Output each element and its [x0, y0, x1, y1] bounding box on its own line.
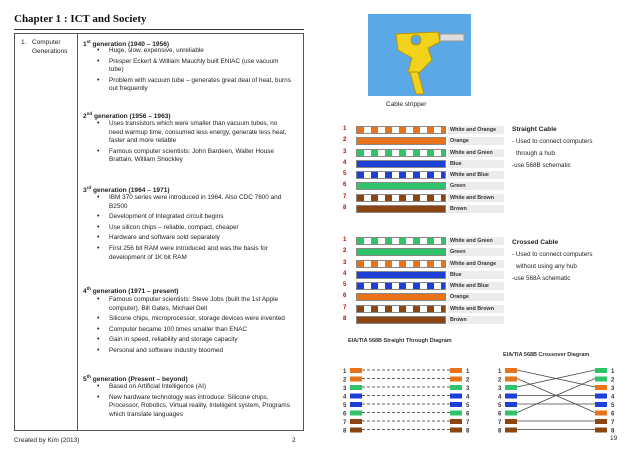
pin-number: 6	[611, 411, 615, 418]
bullet-item: • Presper Eckert & William Mauchly built ENIAC (use vacuum tube)	[93, 58, 293, 75]
generation-bullets	[93, 120, 293, 167]
plug-pin	[350, 411, 362, 416]
pin-number: 4	[498, 394, 502, 401]
bullet-item: • Famous computer scientists: John Bardeen, Walter House Brattain, William Shockley	[93, 148, 293, 165]
plug-pin	[350, 394, 362, 399]
plug-pin	[450, 385, 462, 390]
plug-pin	[505, 428, 517, 433]
page-title: Chapter 1 : ICT and Society	[14, 13, 147, 25]
pin-number: 1	[343, 126, 347, 132]
wire-color-bar	[356, 126, 446, 134]
plug-pin	[350, 385, 362, 390]
bullet-item: • IBM 370 series were introduced in 1964. Also CDC 7600 and B2500	[93, 194, 293, 211]
pin-number: 2	[343, 137, 347, 144]
bullet-item: • Personal and software industry bloomed	[93, 347, 293, 356]
pin-number: 8	[343, 205, 347, 212]
topic-cell	[15, 34, 78, 430]
generation-bullets	[93, 383, 293, 421]
pin-number: 4	[343, 394, 347, 401]
footer-page-left: 2	[292, 437, 296, 444]
pin-number: 6	[466, 411, 470, 418]
pin-number: 7	[466, 420, 470, 426]
pin-number: 1	[343, 369, 347, 375]
wire-color-bar	[356, 194, 446, 202]
bullet-item: • Gain in speed, reliability and storage capacity	[93, 336, 293, 345]
wire-color-bar	[356, 282, 446, 290]
pin-number: 1	[611, 369, 615, 375]
bullet-item: • Use silicon chips – reliable, compact, cheaper	[93, 224, 293, 233]
crossed-note-1: - Used to connect computers	[512, 251, 593, 258]
straight-note-2: through a hub	[516, 150, 555, 157]
plug-pin	[450, 377, 462, 382]
pin-number: 3	[343, 148, 347, 155]
wire-color-label: Orange	[448, 137, 504, 145]
pin-number: 8	[466, 428, 470, 435]
plug-pin	[450, 428, 462, 433]
wire-color-label: White and Blue	[448, 282, 504, 290]
pin-number: 2	[343, 377, 347, 384]
wire-color-bar	[356, 171, 446, 179]
wire-color-label: White and Orange	[448, 126, 504, 134]
bullet-item: • Based on Artificial Intelligence (AI)	[93, 383, 293, 392]
wire-color-label: White and Brown	[448, 194, 504, 202]
pin-number: 3	[611, 386, 615, 392]
wire-color-bar	[356, 293, 446, 301]
bullet-item: • Huge, slow, expensive, unreliable	[93, 47, 293, 56]
wire-color-bar	[356, 271, 446, 279]
pin-number: 6	[343, 182, 347, 189]
pin-number: 7	[611, 420, 615, 426]
wire-color-label: Brown	[448, 205, 504, 213]
plug-pin	[505, 411, 517, 416]
bullet-item: • Famous computer scientists: Steve Jobs (built the 1st Apple computer), Bill Gates, Michael Dell	[93, 296, 293, 313]
bullet-item: • Silicone chips, microprocessor, storage devices were invented	[93, 315, 293, 324]
plug-pin	[450, 394, 462, 399]
pin-number: 3	[498, 386, 502, 392]
pin-number: 6	[343, 411, 347, 418]
wire-color-bar	[356, 260, 446, 268]
plug-pin	[450, 402, 462, 407]
generation-heading: 2nd generation (1956 – 1963)	[83, 111, 171, 121]
crossed-note-2: without using any hub	[516, 263, 577, 270]
plug-pin	[350, 368, 362, 373]
wiring-diagrams	[340, 360, 630, 440]
cable-stripper-image	[368, 14, 471, 96]
pin-number: 1	[498, 369, 502, 375]
pin-number: 6	[498, 411, 502, 418]
plug-pin	[595, 377, 607, 382]
pin-number: 8	[343, 428, 347, 435]
crossed-cable-title: Crossed Cable	[512, 239, 559, 246]
crossed-cable-notes	[512, 237, 593, 285]
pin-number: 7	[343, 193, 347, 200]
stripper-caption: Cable stripper	[386, 101, 427, 108]
bullet-item: • Problem with vacuum tube – generates great deal of heat, burns out frequently	[93, 77, 293, 94]
generation-heading: 5th generation (Present – beyond)	[83, 374, 188, 384]
bullet-item: • Development of Integrated circuit begins	[93, 213, 293, 222]
bullet-item: • New hardware technology was introduce: Silicone chips, Processor, Robotics, Virtual reality, Intelligent system, Programs which translate languages	[93, 394, 293, 420]
wire-color-label: Green	[448, 182, 504, 190]
wire-color-label: Orange	[448, 293, 504, 301]
pin-number: 4	[466, 394, 470, 401]
pin-number: 6	[343, 293, 347, 300]
plug-pin	[595, 394, 607, 399]
plug-pin	[595, 368, 607, 373]
generations-cell	[79, 34, 303, 430]
pin-number: 5	[611, 403, 615, 409]
pin-number: 2	[343, 248, 347, 255]
plug-pin	[595, 385, 607, 390]
plug-pin	[350, 419, 362, 424]
generations-table	[14, 33, 304, 431]
plug-pin	[595, 402, 607, 407]
plug-pin	[595, 419, 607, 424]
pin-number: 2	[498, 377, 502, 384]
pin-number: 4	[343, 270, 347, 277]
wire-color-label: Blue	[448, 160, 504, 168]
pin-number: 2	[466, 377, 470, 384]
pin-number: 7	[498, 420, 502, 426]
wire-color-bar	[356, 149, 446, 157]
crossover-diagram-title: EIA/TIA 568B Crossover Diagram	[503, 352, 590, 358]
pin-number: 8	[611, 428, 615, 435]
wire-color-bar	[356, 182, 446, 190]
generation-bullets	[93, 296, 293, 358]
row-number: 1.	[21, 39, 27, 46]
straight-note-1: - Used to connect computers	[512, 138, 593, 145]
pin-number: 3	[343, 259, 347, 266]
plug-pin	[350, 402, 362, 407]
plug-pin	[350, 428, 362, 433]
pin-number: 3	[466, 386, 470, 392]
wire-color-label: White and Brown	[448, 305, 504, 313]
pin-number: 1	[343, 237, 347, 243]
wire-color-bar	[356, 305, 446, 313]
topic-label-1: Computer	[32, 39, 61, 46]
plug-pin	[505, 419, 517, 424]
straight-cable-notes	[512, 124, 593, 172]
bullet-item: • Computer became 100 times smaller than ENAC	[93, 326, 293, 335]
plug-pin	[350, 377, 362, 382]
plug-pin	[505, 385, 517, 390]
wire-color-bar	[356, 205, 446, 213]
plug-pin	[505, 394, 517, 399]
wire-color-bar	[356, 237, 446, 245]
bullet-item: • First 256 bit RAM were introduced and was the basis for development of 1K bit RAM	[93, 245, 293, 262]
plug-pin	[450, 368, 462, 373]
pin-number: 2	[611, 377, 615, 384]
topic-label-2: Generations	[32, 48, 68, 55]
plug-pin	[505, 402, 517, 407]
wire-color-bar	[356, 248, 446, 256]
footer-page-right: 19	[610, 435, 618, 442]
wire-color-bar	[356, 137, 446, 145]
plug-pin	[505, 377, 517, 382]
wire-color-bar	[356, 160, 446, 168]
wire-color-label: White and Green	[448, 237, 504, 245]
wire-color-label: White and Green	[448, 149, 504, 157]
wire-color-label: Blue	[448, 271, 504, 279]
pin-number: 8	[343, 316, 347, 323]
straight-diagram-title: EIA/TIA 568B Straight Through Diagram	[348, 338, 452, 344]
plug-pin	[450, 411, 462, 416]
wire-color-label: Brown	[448, 316, 504, 324]
wire-color-label: Green	[448, 248, 504, 256]
pin-number: 7	[343, 420, 347, 426]
plug-pin	[450, 419, 462, 424]
wire-color-label: White and Orange	[448, 260, 504, 268]
footer-credit: Created by Kim (2013)	[14, 437, 80, 444]
pin-number: 5	[466, 403, 470, 409]
pin-number: 5	[498, 403, 502, 409]
pin-number: 4	[611, 394, 615, 401]
pin-number: 1	[466, 369, 470, 375]
pin-number: 4	[343, 159, 347, 166]
generation-heading: 4th generation (1971 – present)	[83, 286, 179, 296]
pin-number: 8	[498, 428, 502, 435]
pin-number: 5	[343, 403, 347, 409]
pin-number: 5	[343, 171, 347, 178]
bullet-item: • Uses transistors which were smaller than vacuum tubes, no need warmup time, consumed less energy, generate less heat, faster and more reliable	[93, 120, 293, 146]
plug-pin	[595, 428, 607, 433]
title-rule	[14, 29, 304, 30]
pin-number: 7	[343, 304, 347, 311]
straight-note-3: -use 568B schematic	[512, 162, 571, 169]
generation-bullets	[93, 47, 293, 96]
bullet-item: • Hardware and software sold separately	[93, 234, 293, 243]
plug-pin	[595, 411, 607, 416]
wire-color-bar	[356, 316, 446, 324]
plug-pin	[505, 368, 517, 373]
generation-heading: 1st generation (1940 – 1956)	[83, 39, 170, 49]
pin-number: 5	[343, 282, 347, 289]
pin-number: 3	[343, 386, 347, 392]
straight-cable-title: Straight Cable	[512, 126, 557, 133]
wire-color-label: White and Blue	[448, 171, 504, 179]
generation-bullets	[93, 194, 293, 264]
generation-heading: 3rd generation (1964 – 1971)	[83, 185, 170, 195]
crossed-note-3: -use 568A schematic	[512, 275, 571, 282]
